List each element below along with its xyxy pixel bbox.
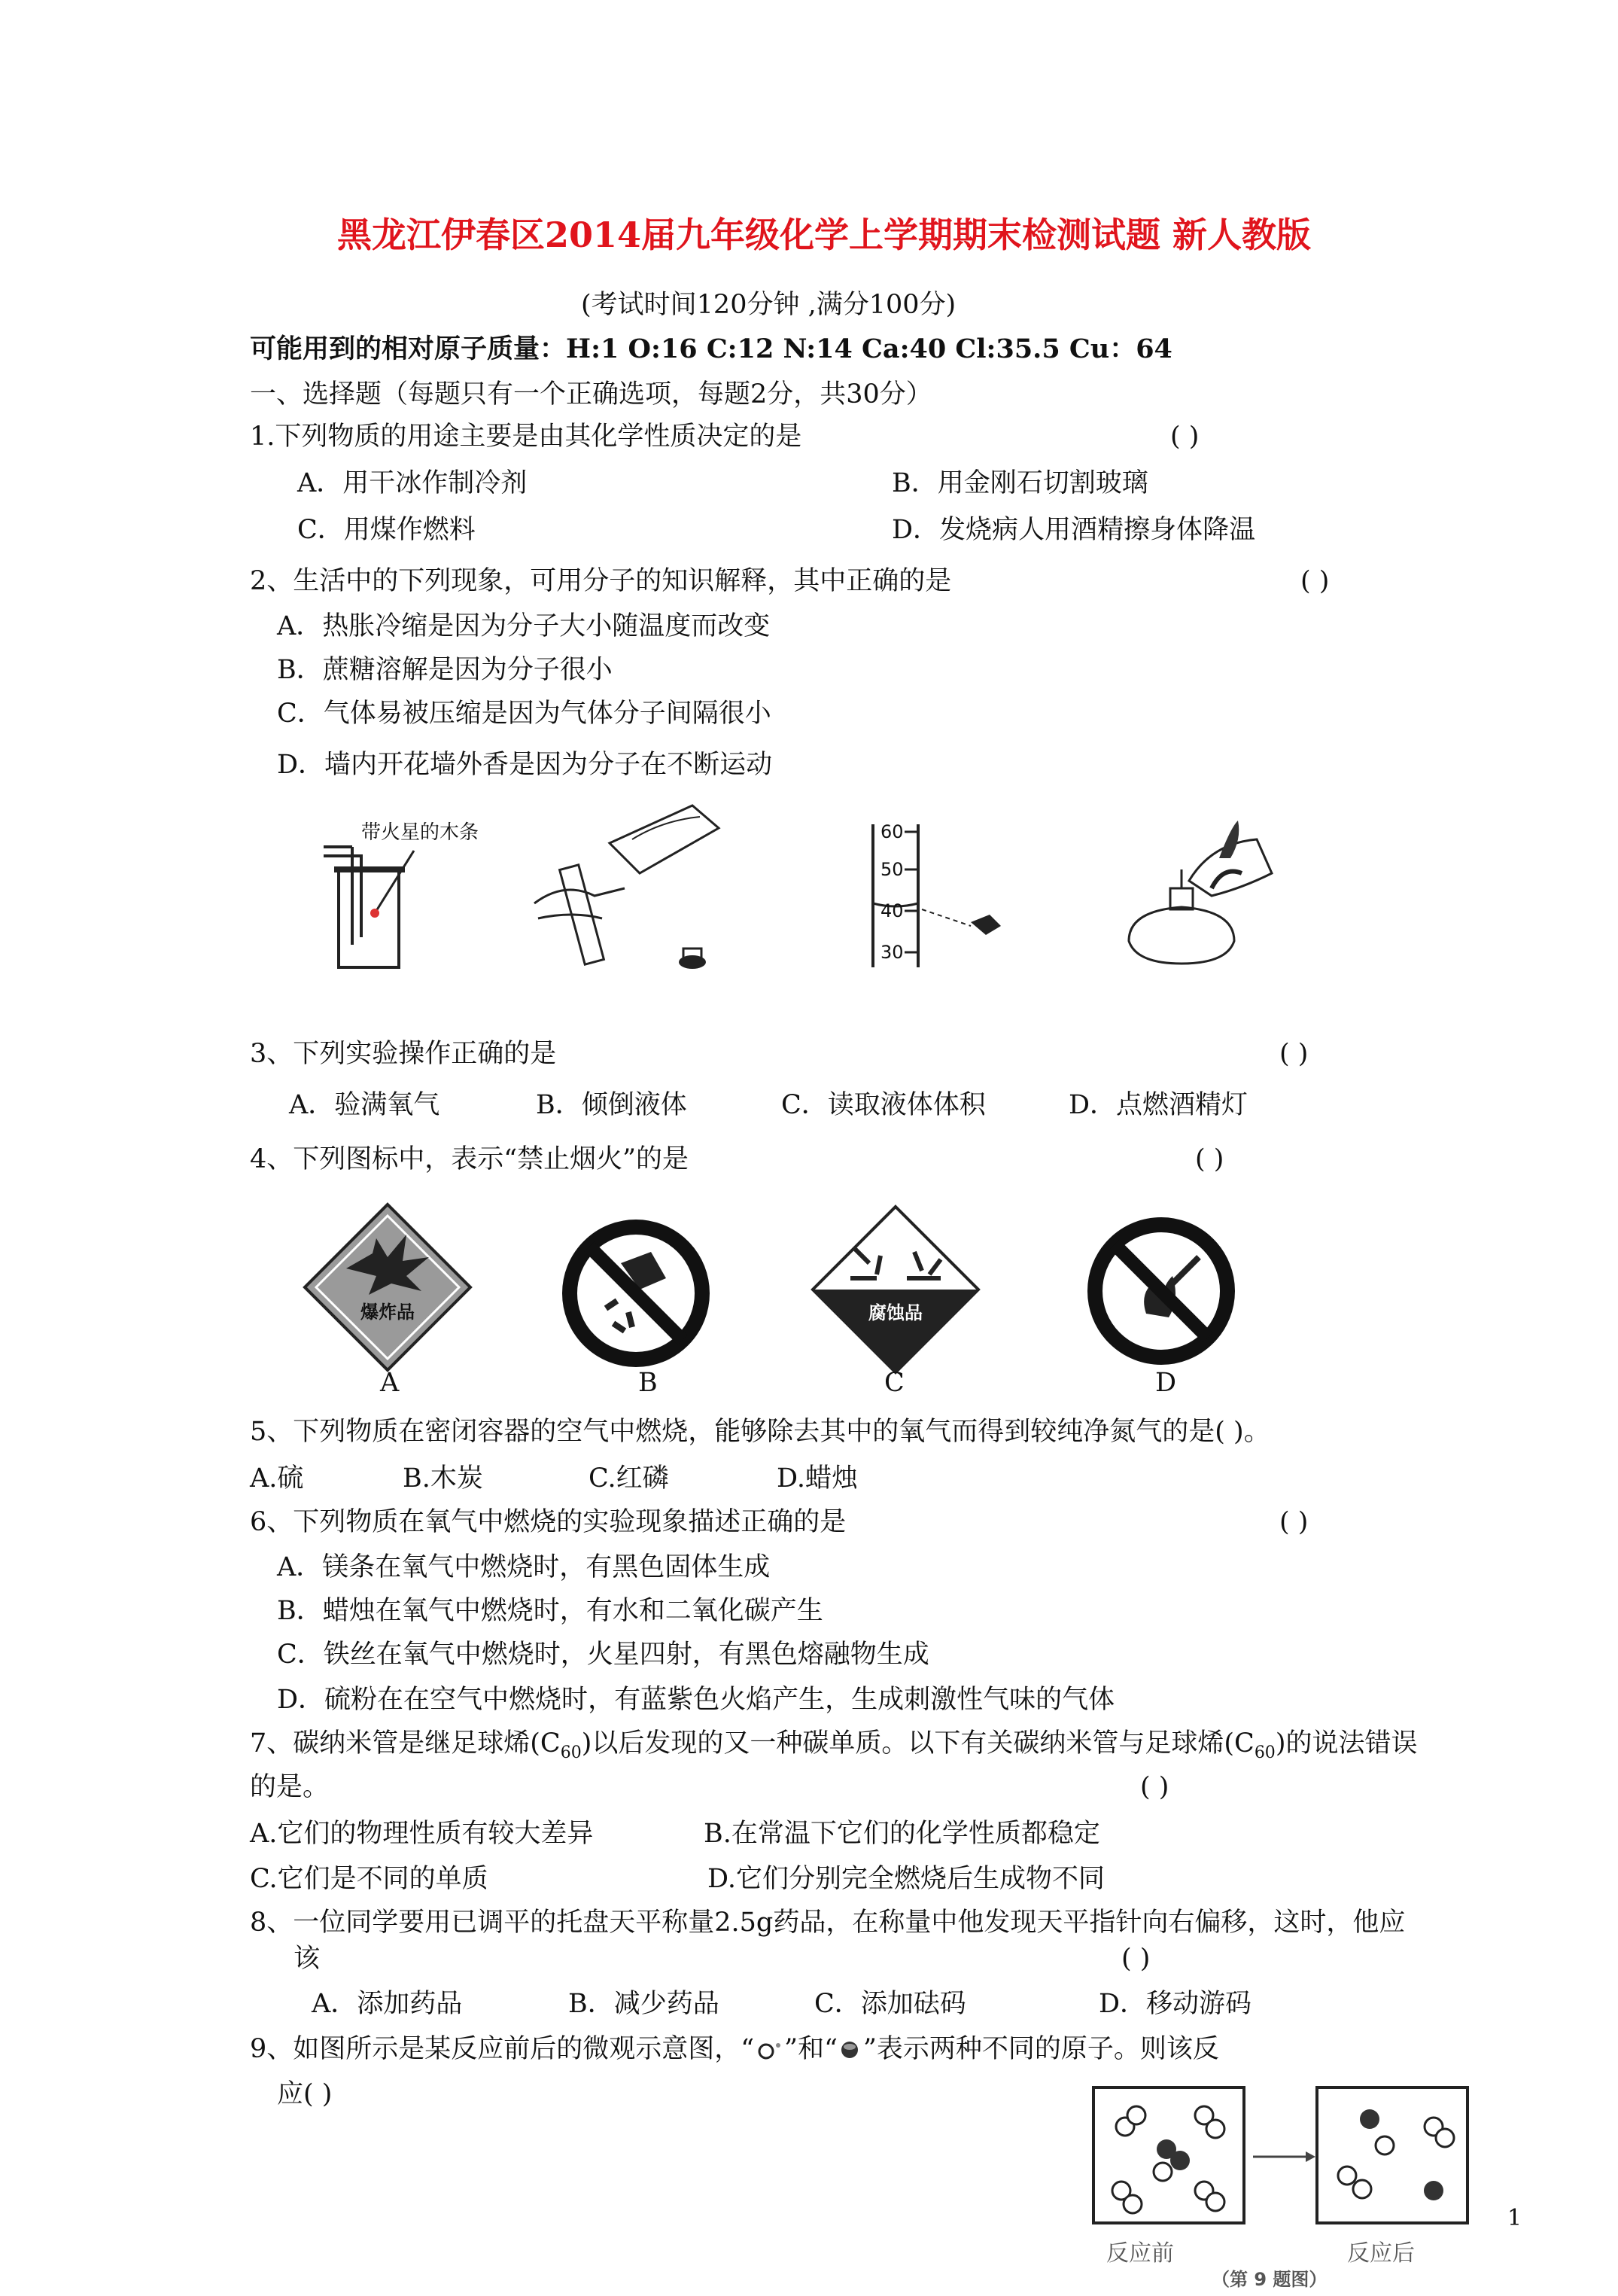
q2-option-b: B．蔗糖溶解是因为分子很小	[277, 655, 613, 685]
cylinder-tick-40: 40	[880, 900, 904, 921]
no-open-flame-sign-d-icon	[1086, 1216, 1236, 1366]
corrosive-sign-icon	[809, 1203, 982, 1376]
q2-option-c: C．气体易被压缩是因为气体分子间隔很小	[277, 699, 771, 729]
page-number: 1	[1507, 2205, 1522, 2231]
after-reaction-label: 反应后	[1347, 2240, 1415, 2267]
graduated-cylinder-figure	[858, 821, 1039, 971]
q3-stem: 3、下列实验操作正确的是	[250, 1039, 557, 1069]
q3-option-c: C．读取液体体积	[781, 1090, 986, 1120]
q8-stem-line2: 该	[293, 1944, 321, 1974]
sign-label-c: C	[884, 1368, 905, 1398]
sign-label-a: A	[380, 1368, 400, 1398]
q1-answer-blank: ( )	[1170, 422, 1200, 452]
q8-stem: 8、一位同学要用已调平的托盘天平称量2.5g药品，在称量中他发现天平指针向右偏移，这时，他应	[250, 1908, 1406, 1938]
q7-option-d: D.它们分别完全燃烧后生成物不同	[707, 1864, 1105, 1894]
q6-option-b: B．蜡烛在氧气中燃烧时，有水和二氧化碳产生	[277, 1596, 823, 1626]
q5-option-a: A.硫	[250, 1463, 304, 1494]
q2-stem: 2、生活中的下列现象，可用分子的知识解释，其中正确的是	[250, 566, 952, 596]
sign-label-b: B	[638, 1368, 658, 1398]
q5-stem: 5、下列物质在密闭容器的空气中燃烧，能够除去其中的氧气而得到较纯净氮气的是( )。	[250, 1417, 1270, 1447]
cylinder-tick-60: 60	[880, 821, 904, 842]
exam-info: (考试时间120分钟 ,满分100分)	[581, 290, 957, 320]
q1-option-a: A．用干冰作制冷剂	[297, 468, 528, 498]
alcohol-lamp-figure	[1099, 813, 1309, 979]
page-title: 黑龙江伊春区2014届九年级化学上学期期末检测试题 新人教版	[336, 215, 1312, 255]
q1-option-c: C．用煤作燃料	[297, 515, 476, 545]
q3-option-b: B．倾倒液体	[536, 1090, 687, 1120]
before-reaction-label: 反应前	[1106, 2240, 1174, 2267]
no-fire-prohibition-sign-b-icon	[561, 1218, 711, 1369]
q8-option-b: B．减少药品	[568, 1989, 719, 2019]
q7-option-a: A.它们的物理性质有较大差异	[250, 1819, 594, 1849]
cylinder-tick-30: 30	[880, 942, 904, 963]
explosive-sign-text: 爆炸品	[360, 1302, 415, 1323]
q2-option-d: D．墙内开花墙外香是因为分子在不断运动	[277, 750, 773, 780]
q8-option-c: C．添加砝码	[814, 1989, 966, 2019]
q1-option-d: D．发烧病人用酒精擦身体降温	[892, 515, 1256, 545]
q6-answer-blank: ( )	[1279, 1507, 1309, 1537]
q7-option-c: C.它们是不同的单质	[250, 1864, 488, 1894]
q3-answer-blank: ( )	[1279, 1039, 1309, 1069]
q7-stem: 7、碳纳米管是继足球烯$(C_{60})$以后发现的又一种碳单质。以下有关碳纳米管与足球烯$(C_{60})$的说法错误	[250, 1728, 1418, 1762]
q1-option-b: B．用金刚石切割玻璃	[892, 468, 1148, 498]
q9-stem: 9、如图所示是某反应前后的微观示意图，“ ”和“ ”表示两种不同的原子。则该反	[250, 2034, 1219, 2064]
corrosive-sign-text: 腐蚀品	[868, 1302, 923, 1323]
pouring-liquid-figure	[519, 798, 730, 971]
q5-option-d: D.蜡烛	[777, 1463, 858, 1494]
section-heading: 一、选择题（每题只有一个正确选项，每题2分，共30分）	[250, 379, 932, 410]
oxygen-check-figure	[316, 817, 512, 975]
q7-stem-line2: 的是。	[250, 1772, 330, 1802]
q6-stem: 6、下列物质在氧气中燃烧的实验现象描述正确的是	[250, 1507, 847, 1537]
white-atom-icon	[754, 2039, 784, 2062]
q2-option-a: A．热胀冷缩是因为分子大小随温度而改变	[277, 611, 771, 641]
q9-stem-line2: 应( )	[277, 2079, 333, 2109]
q7-option-b: B.在常温下它们的化学性质都稳定	[704, 1819, 1100, 1849]
q8-option-d: D．移动游码	[1099, 1989, 1252, 2019]
reaction-micro-diagram	[1091, 2085, 1483, 2296]
q8-option-a: A．添加药品	[312, 1989, 463, 2019]
sign-label-d: D	[1155, 1368, 1177, 1398]
q4-stem: 4、下列图标中，表示“禁止烟火”的是	[250, 1144, 689, 1174]
q5-option-c: C.红磷	[589, 1463, 669, 1494]
q6-option-d: D．硫粉在在空气中燃烧时，有蓝紫色火焰产生，生成刺激性气味的气体	[277, 1685, 1115, 1715]
glowing-splint-label: 带火星的木条	[361, 821, 479, 844]
q8-answer-blank: ( )	[1121, 1944, 1151, 1974]
explosive-sign-icon	[301, 1201, 474, 1374]
q6-option-a: A．镁条在氧气中燃烧时，有黑色固体生成	[277, 1552, 771, 1582]
black-atom-icon	[838, 2039, 863, 2062]
q6-option-c: C．铁丝在氧气中燃烧时，火星四射，有黑色熔融物生成	[277, 1640, 929, 1670]
q4-answer-blank: ( )	[1195, 1144, 1224, 1174]
q3-option-a: A．验满氧气	[289, 1090, 440, 1120]
q7-answer-blank: ( )	[1140, 1772, 1169, 1802]
cylinder-tick-50: 50	[880, 859, 904, 880]
q3-option-d: D．点燃酒精灯	[1069, 1090, 1248, 1120]
atomic-masses: 可能用到的相对原子质量：H:1 O:16 C:12 N:14 Ca:40 Cl:35.5 Cu：64	[250, 333, 1172, 364]
q1-stem: 1.下列物质的用途主要是由其化学性质决定的是	[250, 422, 802, 452]
q5-option-b: B.木炭	[403, 1463, 483, 1494]
figure-caption: （第 9 题图）	[1212, 2269, 1328, 2290]
q2-answer-blank: ( )	[1300, 566, 1330, 596]
